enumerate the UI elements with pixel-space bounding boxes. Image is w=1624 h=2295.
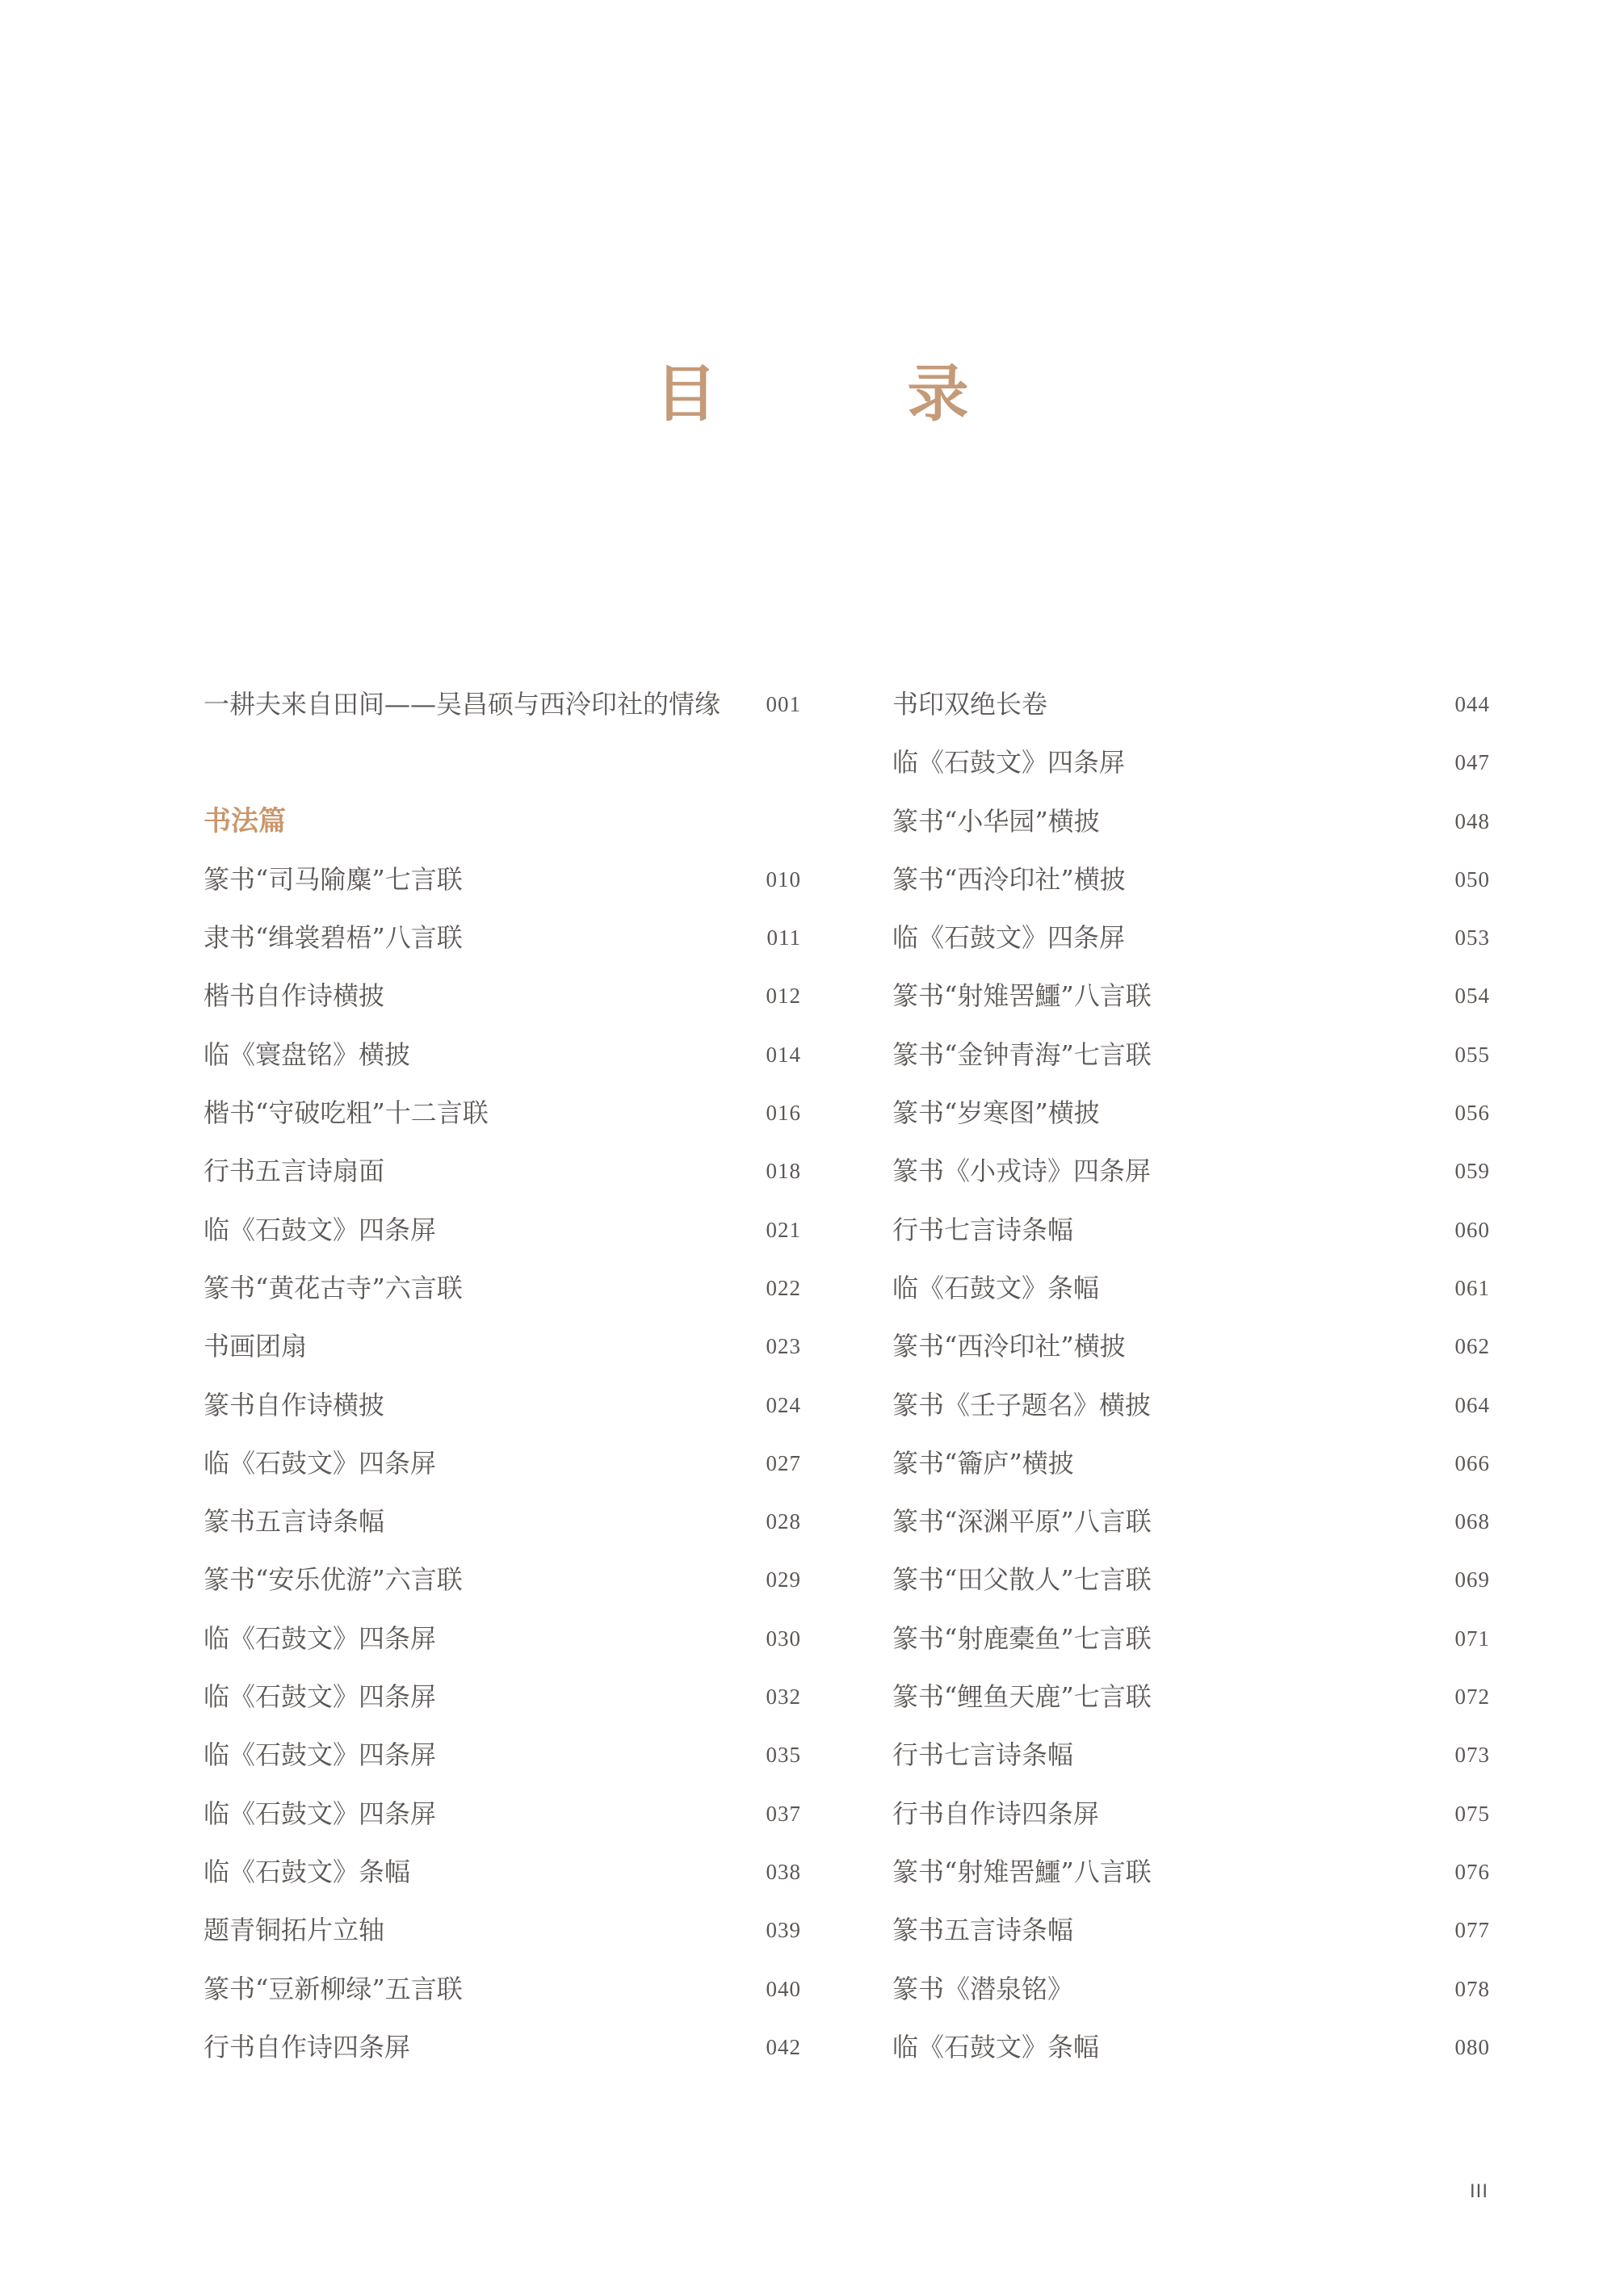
toc-entry-page: 078 <box>1454 1976 1490 2001</box>
toc-entry-page: 023 <box>766 1334 801 1359</box>
toc-entry-title: 篆书“籥庐”横披 <box>892 1447 1074 1479</box>
toc-entry[interactable] <box>892 1026 1490 1084</box>
toc-entry[interactable] <box>204 1434 801 1492</box>
toc-entry[interactable] <box>892 1201 1490 1259</box>
toc-entry-title: 篆书“西泠印社”横披 <box>892 1331 1126 1362</box>
toc-entry[interactable] <box>892 1668 1490 1726</box>
toc-entry-page: 068 <box>1454 1509 1490 1534</box>
toc-entry[interactable] <box>204 1376 801 1434</box>
toc-entry[interactable] <box>892 1434 1490 1492</box>
toc-entry[interactable] <box>892 908 1490 967</box>
toc-entry[interactable] <box>892 1550 1490 1609</box>
toc-entry-title: 篆书“司马隃麋”七言联 <box>204 863 463 895</box>
section-spacer <box>204 733 801 791</box>
toc-entry[interactable] <box>892 1960 1490 2018</box>
toc-entry-title: 篆书“岁寒图”横披 <box>892 1097 1100 1129</box>
toc-entry-page: 016 <box>766 1101 801 1126</box>
toc-entry-title: 篆书《壬子题名》横披 <box>892 1389 1152 1420</box>
toc-entry-title: 篆书五言诗条幅 <box>204 1506 385 1538</box>
toc-entry[interactable] <box>204 1259 801 1317</box>
toc-entry-page: 061 <box>1454 1275 1490 1300</box>
toc-entry[interactable] <box>204 1026 801 1084</box>
toc-entry-title: 篆书“田父散人”七言联 <box>892 1564 1152 1596</box>
section-heading: 书法篇 <box>204 804 286 837</box>
toc-entry[interactable] <box>892 675 1490 733</box>
toc-entry[interactable] <box>204 908 801 967</box>
toc-entry-page: 042 <box>766 2034 801 2059</box>
toc-entry-title: 书印双绝长卷 <box>892 689 1048 720</box>
toc-entry-title: 篆书“豆新柳绿”五言联 <box>204 1973 463 2004</box>
toc-entry-page: 038 <box>766 1859 801 1884</box>
toc-entry-title: 篆书自作诗横披 <box>204 1389 385 1420</box>
toc-entry-page: 076 <box>1454 1859 1490 1884</box>
toc-entry-title: 临《石鼓文》四条屏 <box>892 747 1126 778</box>
toc-entry-title: 行书七言诗条幅 <box>892 1214 1074 1245</box>
toc-entry[interactable] <box>204 1492 801 1550</box>
toc-entry-page: 080 <box>1454 2034 1490 2059</box>
toc-entry[interactable] <box>204 1726 801 1784</box>
page-folio: III <box>1469 2180 1488 2202</box>
toc-entry-page: 071 <box>1454 1626 1490 1651</box>
toc-entry-title: 隶书“缉裳碧梧”八言联 <box>204 922 463 954</box>
toc-entry[interactable] <box>204 2018 801 2076</box>
toc-entry-page: 028 <box>766 1509 801 1534</box>
toc-entry[interactable] <box>892 1084 1490 1142</box>
toc-entry-title: 临《石鼓文》条幅 <box>892 1272 1100 1303</box>
toc-entry-page: 075 <box>1454 1801 1490 1826</box>
toc-entry-title: 行书五言诗扇面 <box>204 1156 385 1187</box>
toc-entry[interactable] <box>892 1901 1490 1959</box>
toc-entry-page: 055 <box>1454 1042 1490 1067</box>
toc-entry-page: 077 <box>1454 1918 1490 1943</box>
toc-entry-page: 062 <box>1454 1334 1490 1359</box>
toc-entry-page: 072 <box>1454 1685 1490 1710</box>
toc-entry[interactable] <box>204 1201 801 1259</box>
toc-entry-title: 临《石鼓文》四条屏 <box>204 1447 437 1479</box>
toc-left-column <box>204 675 801 2076</box>
toc-entry-title: 篆书“射雉罟鱷”八言联 <box>892 1856 1152 1887</box>
page-title: 目 录 <box>655 358 1034 430</box>
toc-entry[interactable] <box>892 1726 1490 1784</box>
toc-entry-title: 临《石鼓文》条幅 <box>892 2031 1100 2062</box>
toc-entry[interactable] <box>892 1259 1490 1317</box>
toc-entry[interactable] <box>892 1317 1490 1375</box>
toc-entry-page: 054 <box>1454 984 1490 1009</box>
toc-entry-page: 022 <box>766 1275 801 1300</box>
toc-entry-title: 临《石鼓文》条幅 <box>204 1856 411 1887</box>
toc-entry-title: 行书自作诗四条屏 <box>892 1798 1100 1829</box>
toc-entry-page: 050 <box>1454 866 1490 892</box>
toc-entry-page: 035 <box>766 1743 801 1768</box>
toc-entry-title: 篆书《小戎诗》四条屏 <box>892 1156 1152 1187</box>
toc-entry[interactable] <box>892 850 1490 908</box>
toc-right-entries <box>892 675 1490 2076</box>
toc-entry-page: 066 <box>1454 1450 1490 1475</box>
toc-entry[interactable] <box>892 1843 1490 1901</box>
toc-entry[interactable] <box>204 1609 801 1668</box>
toc-entry-page: 024 <box>766 1392 801 1417</box>
toc-right-column <box>892 675 1490 2076</box>
toc-entry-title: 楷书“守破吃粗”十二言联 <box>204 1097 489 1129</box>
toc-entry-page: 060 <box>1454 1217 1490 1242</box>
toc-entry[interactable] <box>204 1668 801 1726</box>
toc-entry-title: 临《石鼓文》四条屏 <box>204 1739 437 1771</box>
toc-entry-page: 073 <box>1454 1743 1490 1768</box>
toc-entry-title: 临《石鼓文》四条屏 <box>204 1681 437 1713</box>
toc-entry[interactable] <box>892 733 1490 791</box>
toc-entry-page: 030 <box>766 1626 801 1651</box>
toc-entry[interactable] <box>892 1492 1490 1550</box>
toc-entry-page: 047 <box>1454 750 1490 775</box>
toc-entry-title: 篆书五言诗条幅 <box>892 1915 1074 1946</box>
toc-entry[interactable] <box>204 1550 801 1609</box>
toc-entry-page: 029 <box>766 1567 801 1592</box>
toc-entry-page: 027 <box>766 1450 801 1475</box>
toc-entry-page: 048 <box>1454 808 1490 833</box>
toc-entry[interactable] <box>892 2018 1490 2076</box>
toc-entry-title: 篆书“金钟青海”七言联 <box>892 1038 1152 1070</box>
toc-entry-title: 篆书“黄花古寺”六言联 <box>204 1272 463 1303</box>
toc-entry[interactable] <box>204 850 801 908</box>
toc-entry[interactable] <box>204 1960 801 2018</box>
toc-entry-title: 篆书“射雉罟鱷”八言联 <box>892 980 1152 1012</box>
toc-entry-title: 临《石鼓文》四条屏 <box>204 1214 437 1245</box>
toc-entry-page: 012 <box>766 984 801 1009</box>
toc-entry-page: 056 <box>1454 1101 1490 1126</box>
toc-entry-title: 临《寰盘铭》横披 <box>204 1038 411 1070</box>
toc-entry-title: 行书七言诗条幅 <box>892 1739 1074 1771</box>
toc-entry[interactable] <box>892 1142 1490 1200</box>
toc-entry-page: 039 <box>766 1918 801 1943</box>
toc-entry-page: 011 <box>766 925 801 950</box>
toc-entry-title: 篆书《潜泉铭》 <box>892 1973 1074 2004</box>
toc-entry-title: 书画团扇 <box>204 1331 308 1362</box>
toc-entry-page: 069 <box>1454 1567 1490 1592</box>
toc-entry[interactable] <box>204 967 801 1025</box>
toc-entry-page: 001 <box>766 692 801 716</box>
toc-entry-title: 篆书“深渊平原”八言联 <box>892 1506 1152 1538</box>
toc-entry-intro[interactable] <box>204 675 801 733</box>
toc-entry[interactable] <box>204 1843 801 1901</box>
toc-entry[interactable] <box>892 967 1490 1025</box>
toc-entry-title: 一耕夫来自田间——吴昌硕与西泠印社的情缘 <box>204 689 721 720</box>
toc-entry-page: 040 <box>766 1976 801 2001</box>
toc-entry-title: 篆书“小华园”横披 <box>892 805 1100 837</box>
toc-entry-title: 临《石鼓文》四条屏 <box>892 922 1126 954</box>
toc-entry-page: 037 <box>766 1801 801 1826</box>
toc-entry[interactable] <box>892 792 1490 850</box>
toc-entry[interactable] <box>204 1142 801 1200</box>
toc-entry[interactable] <box>204 1901 801 1959</box>
toc-entry-title: 题青铜拓片立轴 <box>204 1915 385 1946</box>
toc-entry[interactable] <box>892 1785 1490 1843</box>
toc-entry-page: 010 <box>766 866 801 892</box>
toc-entry-page: 059 <box>1454 1159 1490 1184</box>
toc-entry-title: 篆书“鲤鱼天鹿”七言联 <box>892 1681 1152 1713</box>
toc-entry[interactable] <box>204 1317 801 1375</box>
toc-entry-title: 篆书“西泠印社”横披 <box>892 863 1126 895</box>
toc-entry-page: 064 <box>1454 1392 1490 1417</box>
toc-entry-page: 044 <box>1454 692 1490 716</box>
toc-entry-page: 014 <box>766 1042 801 1067</box>
toc-entry-title: 篆书“射鹿橐鱼”七言联 <box>892 1622 1152 1654</box>
toc-left-entries <box>204 850 801 2076</box>
toc-entry-title: 篆书“安乐优游”六言联 <box>204 1564 463 1596</box>
toc-entry-title: 行书自作诗四条屏 <box>204 2031 411 2062</box>
toc-entry[interactable] <box>892 1376 1490 1434</box>
toc-entry-page: 032 <box>766 1685 801 1710</box>
toc-entry-page: 053 <box>1454 925 1490 950</box>
toc-entry-page: 018 <box>766 1159 801 1184</box>
toc-entry[interactable] <box>204 1084 801 1142</box>
toc-entry-title: 楷书自作诗横披 <box>204 980 385 1012</box>
toc-entry[interactable] <box>204 1785 801 1843</box>
toc-entry-title: 临《石鼓文》四条屏 <box>204 1798 437 1829</box>
toc-entry-title: 临《石鼓文》四条屏 <box>204 1622 437 1654</box>
toc-entry[interactable] <box>892 1609 1490 1668</box>
toc-entry-page: 021 <box>766 1217 801 1242</box>
